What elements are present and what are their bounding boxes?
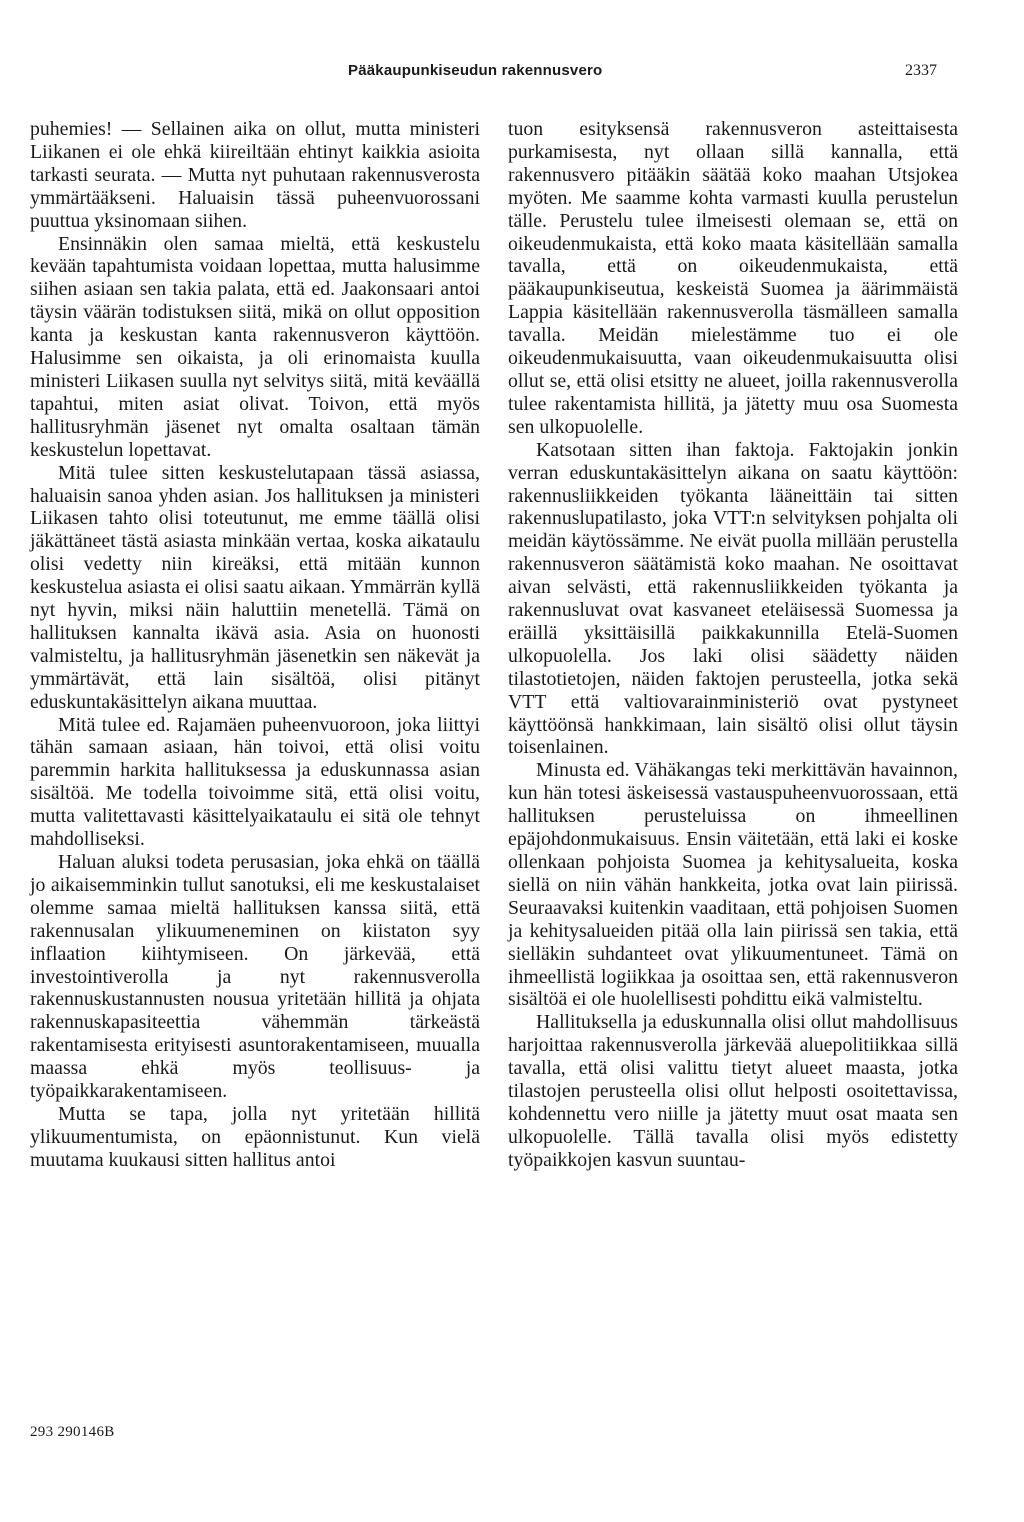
paragraph: Minusta ed. Vähäkangas teki merkittävän havainnon, kun hän totesi äskeisessä vastauspuheenvuorossaan, että hallituksen perusteluissa on ihmeellinen epäjohdonmukaisuus. Ensin väitetään, että laki ei koske ollenkaan pohjoista Suomea ja kehitysalueita, koska siellä on niin vähän hankkeita, jotka ovat lain piirissä. Seuraavaksi kuitenkin vaaditaan, että pohjoisen Suomen ja kehitysalueiden pitää olla lain piirissä sen takia, että sielläkin suhdanteet ovat ylikuumentuneet. Tämä on ihmeellistä logiikkaa ja osoittaa sen, että rakennusveron sisältöä ei ole huolellisesti pohdittu eikä valmisteltu. <box>508 759 958 1011</box>
page-footer-signature: 293 290146B <box>30 1424 115 1440</box>
right-column <box>508 118 958 1172</box>
paragraph: Haluan aluksi todeta perusasian, joka ehkä on täällä jo aikaisemminkin tullut sanotuksi, eli me keskustalaiset olemme samaa mieltä hallituksen kanssa siitä, että rakennusalan ylikuumeneminen on kiistaton syy inflaation kiihtymiseen. On järkevää, että investointiverolla ja nyt rakennusverolla rakennuskustannusten nousua yritetään hillitä ja ohjata rakennuskapasiteettia vähemmän tärkeästä rakentamisesta erityisesti asuntorakentamiseen, muualla maassa ehkä myös teollisuus- ja työpaikkarakentamiseen. <box>30 851 480 1103</box>
paragraph: Ensinnäkin olen samaa mieltä, että keskustelu kevään tapahtumista voidaan lopettaa, mutta halusimme siihen asiaan sen takia palata, että ed. Jaakonsaari antoi täysin väärän todistuksen siitä, mikä on ollut opposition kanta ja keskustan kanta rakennusveron käyttöön. Halusimme sen oikaista, ja oli erinomaista kuulla ministeri Liikasen suulla nyt selvitys siitä, mitä keväällä tapahtui, miten asiat olivat. Toivon, että myös hallitusryhmän jäsenet nyt omalta osaltaan tämän keskustelun lopettavat. <box>30 232 480 461</box>
page-header <box>0 62 1024 92</box>
page-number: 2337 <box>905 62 937 79</box>
paragraph: Mitä tulee sitten keskustelutapaan tässä asiassa, haluaisin sanoa yhden asian. Jos hallituksen ja ministeri Liikasen tahto olisi toteutunut, me emme täällä olisi jäkättäneet tästä asiasta minkään vertaa, koska aikataulu olisi vedetty niin kireäksi, että mitään kunnon keskustelua asiasta ei olisi saatu aikaan. Ymmärrän kyllä nyt hyvin, miksi näin haluttiin menetellä. Tämä on hallituksen kannalta ikävä asia. Asia on huonosti valmisteltu, ja hallitusryhmän jäsenetkin sen näkevät ja ymmärtävät, että lain sisältöä, olisi pitänyt eduskuntakäsittelyn aikana muuttaa. <box>30 461 480 713</box>
paragraph: puhemies! — Sellainen aika on ollut, mutta ministeri Liikanen ei ole ehkä kiireiltään ehtinyt kaikkia asioita tarkasti seurata. — Mutta nyt puhutaan rakennusverosta ymmärtääkseni. Haluaisin tässä puheenvuorossani puuttua yksinomaan siihen. <box>30 118 480 232</box>
running-title: Pääkaupunkiseudun rakennusvero <box>348 62 603 79</box>
paragraph: Mitä tulee ed. Rajamäen puheenvuoroon, joka liittyi tähän samaan asiaan, hän toivoi, että olisi voitu paremmin harkita hallituksessa ja eduskunnassa asian sisältöä. Me todella toivoimme sitä, että olisi voitu, mutta valitettavasti käsittelyaikataulu ei sitä ole tehnyt mahdolliseksi. <box>30 713 480 851</box>
paragraph: Mutta se tapa, jolla nyt yritetään hillitä ylikuumentumista, on epäonnistunut. Kun vielä muutama kuukausi sitten hallitus antoi <box>30 1102 480 1171</box>
paragraph: tuon esityksensä rakennusveron asteittaisesta purkamisesta, nyt ollaan sillä kannalla, että rakennusvero pitääkin säätää koko maahan Utsjokea myöten. Me saamme kohta varmasti kuulla perustelun tälle. Perustelu tulee ilmeisesti olemaan se, että on oikeudenmukaista, että koko maata käsitellään samalla tavalla, että on oikeudenmukaista, että pääkaupunkiseutua, keskeistä Suomea ja äärimmäistä Lappia käsitellään rakennusverolla täsmälleen samalla tavalla. Meidän mielestämme tuo ei ole oikeudenmukaisuutta, vaan oikeudenmukaisuutta olisi ollut se, että olisi etsitty ne alueet, joilla rakennusverolla tulee rakentamista hillitä, ja jätetty muu osa Suomesta sen ulkopuolelle. <box>508 118 958 438</box>
paragraph: Hallituksella ja eduskunnalla olisi ollut mahdollisuus harjoittaa rakennusverolla järkevää aluepolitiikkaa sillä tavalla, että olisi valittu tietyt alueet maasta, jotka tilastojen perusteella olisi ollut helposti osoitettavissa, kohdennettu vero niille ja jätetty muut osat maata sen ulkopuolelle. Tällä tavalla olisi myös edistetty työpaikkojen kasvun suuntau- <box>508 1011 958 1171</box>
left-column <box>30 118 480 1172</box>
paragraph: Katsotaan sitten ihan faktoja. Faktojakin jonkin verran eduskuntakäsittelyn aikana on saatu käyttöön: rakennusliikkeiden työkanta lääneittäin tai sitten rakennuslupatilasto, joka VTT:n selvityksen pohjalta oli meidän käytössämme. Ne eivät puolla millään perustella rakennusveron säätämistä koko maahan. Ne osoittavat aivan selvästi, että rakennusliikkeiden työkanta ja rakennusluvat ovat kasvaneet eteläisessä Suomessa ja eräillä yksittäisillä paikkakunnilla Etelä-Suomen ulkopuolella. Jos laki olisi säädetty näiden tilastotietojen, näiden faktojen perusteella, jotka sekä VTT että valtiovarainministeriö ovat pystyneet käyttöönsä hankkimaan, lain sisältö olisi ollut täysin toisenlainen. <box>508 438 958 759</box>
